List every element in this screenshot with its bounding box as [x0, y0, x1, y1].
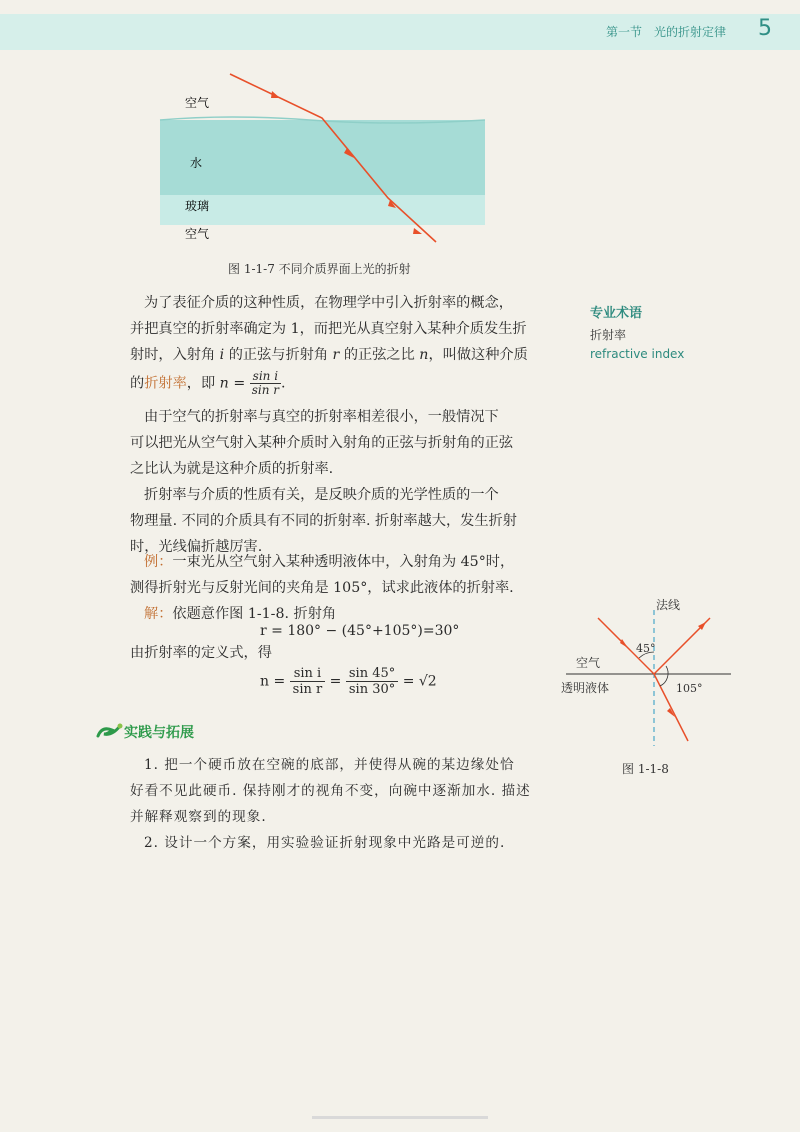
- label-glass: 玻璃: [185, 199, 210, 213]
- figure-1-1-8-caption: 图 1-1-8: [622, 762, 669, 776]
- frac-denominator: sin r: [251, 383, 280, 397]
- eq2-num1: sin i: [290, 666, 326, 682]
- label-air-top: 空气: [185, 96, 210, 110]
- practice-item-1: [130, 752, 550, 830]
- p2-line3: 之比认为就是这种介质的折射率.: [130, 461, 334, 477]
- p1-l4a: 的: [130, 375, 145, 392]
- ray-arrow-1: [271, 91, 280, 98]
- example-line1: [130, 549, 550, 575]
- solution-line2-wrap: [130, 640, 550, 666]
- equation-refractive-index: [260, 666, 437, 697]
- p1-line1: 为了表征介质的这种性质，在物理学中引入折射率的概念，: [144, 295, 513, 311]
- example-l1: 一束光从空气射入某种透明液体中，入射角为 45°时，: [172, 554, 515, 570]
- example-label: 例：: [144, 554, 173, 570]
- angle-arc-105: [660, 666, 668, 686]
- p1-l4-end: .: [281, 375, 286, 392]
- example-block: [130, 549, 550, 627]
- example-line2: 测得折射光与反射光间的夹角是 105°，试求此液体的折射率.: [130, 580, 514, 596]
- p2-line1: 由于空气的折射率与真空的折射率相差很小，一般情况下: [144, 409, 499, 425]
- eq2-frac2: [346, 666, 398, 697]
- p1-var-n: n: [419, 347, 429, 363]
- figure-1-1-7: [150, 60, 490, 250]
- p1-l4-eq: =: [228, 375, 250, 392]
- label-liquid: 透明液体: [561, 681, 610, 695]
- eq2-result: = √2: [402, 673, 437, 690]
- practice-icon: [94, 722, 124, 744]
- eq2-den1: sin r: [292, 682, 323, 697]
- water-layer: [160, 120, 485, 195]
- p1-l3b: 的正弦与折射角: [224, 347, 333, 363]
- practice-item1-line2: 好看不见此硬币. 保持刚才的视角不变，向碗中逐渐加水. 描述: [130, 783, 531, 799]
- side-term-heading: 专业术语: [590, 306, 643, 321]
- p2-line2: 可以把光从空气射入某种介质时入射角的正弦与折射角的正弦: [130, 435, 514, 451]
- eq2-num2: sin 45°: [346, 666, 398, 682]
- p1-var-i: i: [219, 347, 225, 363]
- practice-item-2: [130, 830, 550, 856]
- p3-line2: 物理量. 不同的介质具有不同的折射率. 折射率越大，发生折射: [130, 513, 517, 529]
- p1-line4: [130, 370, 550, 397]
- p3-line3: 时，光线偏折越厉害.: [130, 539, 263, 555]
- label-normal: 法线: [656, 598, 681, 612]
- p1-l3c: 的正弦之比: [339, 347, 420, 363]
- term-refractive-index: 折射率: [144, 375, 187, 392]
- header-title: 光的折射定律: [654, 25, 727, 39]
- practice-item2-line1: 2. 设计一个方案，用实验验证折射现象中光路是可逆的.: [144, 835, 506, 851]
- label-angle-105: 105°: [676, 682, 703, 695]
- label-air: 空气: [576, 656, 601, 670]
- p1-l3a: 射时，入射角: [130, 347, 220, 363]
- p1-l4-n: n: [219, 375, 229, 392]
- equation-refraction-angle: r = 180° − (45°+105°)=30°: [260, 623, 460, 639]
- figure-1-1-7-caption: 图 1-1-7 不同介质界面上光的折射: [228, 262, 411, 276]
- paragraph-2: [130, 404, 550, 482]
- p1-line2: 并把真空的折射率确定为 1，而把光从真空射入某种介质发生折: [130, 321, 527, 337]
- p3-line1: 折射率与介质的性质有关，是反映介质的光学性质的一个: [144, 487, 499, 503]
- practice-heading: 实践与拓展: [124, 725, 194, 741]
- label-air-bottom: 空气: [185, 227, 210, 241]
- eq2-frac1: [290, 666, 326, 697]
- paragraph-1: [130, 290, 550, 397]
- practice-item1-line1: 1. 把一个硬币放在空碗的底部，并使得从碗的某边缘处恰: [144, 757, 515, 773]
- frac-numerator: sin i: [250, 370, 281, 384]
- solution-label: 解：: [144, 606, 173, 622]
- eq2-n: n =: [260, 673, 286, 690]
- fraction-sini-sinr: [250, 370, 281, 397]
- page-bottom-line: [312, 1116, 488, 1119]
- p1-var-r: r: [332, 347, 340, 363]
- label-angle-45: 45°: [636, 642, 656, 655]
- side-term-cn: 折射率: [590, 328, 627, 342]
- header-section: 第一节: [606, 25, 643, 39]
- practice-item1-line3: 并解释观察到的现象.: [130, 809, 267, 825]
- p1-l3d: ，叫做这种介质: [428, 347, 528, 363]
- figure-1-1-8: [556, 596, 736, 751]
- label-water: 水: [190, 156, 203, 170]
- eq2-den2: sin 30°: [348, 682, 396, 697]
- page-number: 5: [758, 16, 772, 41]
- p1-l4b: ，即: [186, 375, 220, 392]
- solution-l1: 依题意作图 1-1-8. 折射角: [172, 606, 337, 622]
- eq2-eq: =: [329, 673, 342, 690]
- side-term-en: refractive index: [590, 347, 685, 361]
- p1-line3: [130, 342, 550, 368]
- solution-line2: 由折射率的定义式，得: [130, 645, 272, 661]
